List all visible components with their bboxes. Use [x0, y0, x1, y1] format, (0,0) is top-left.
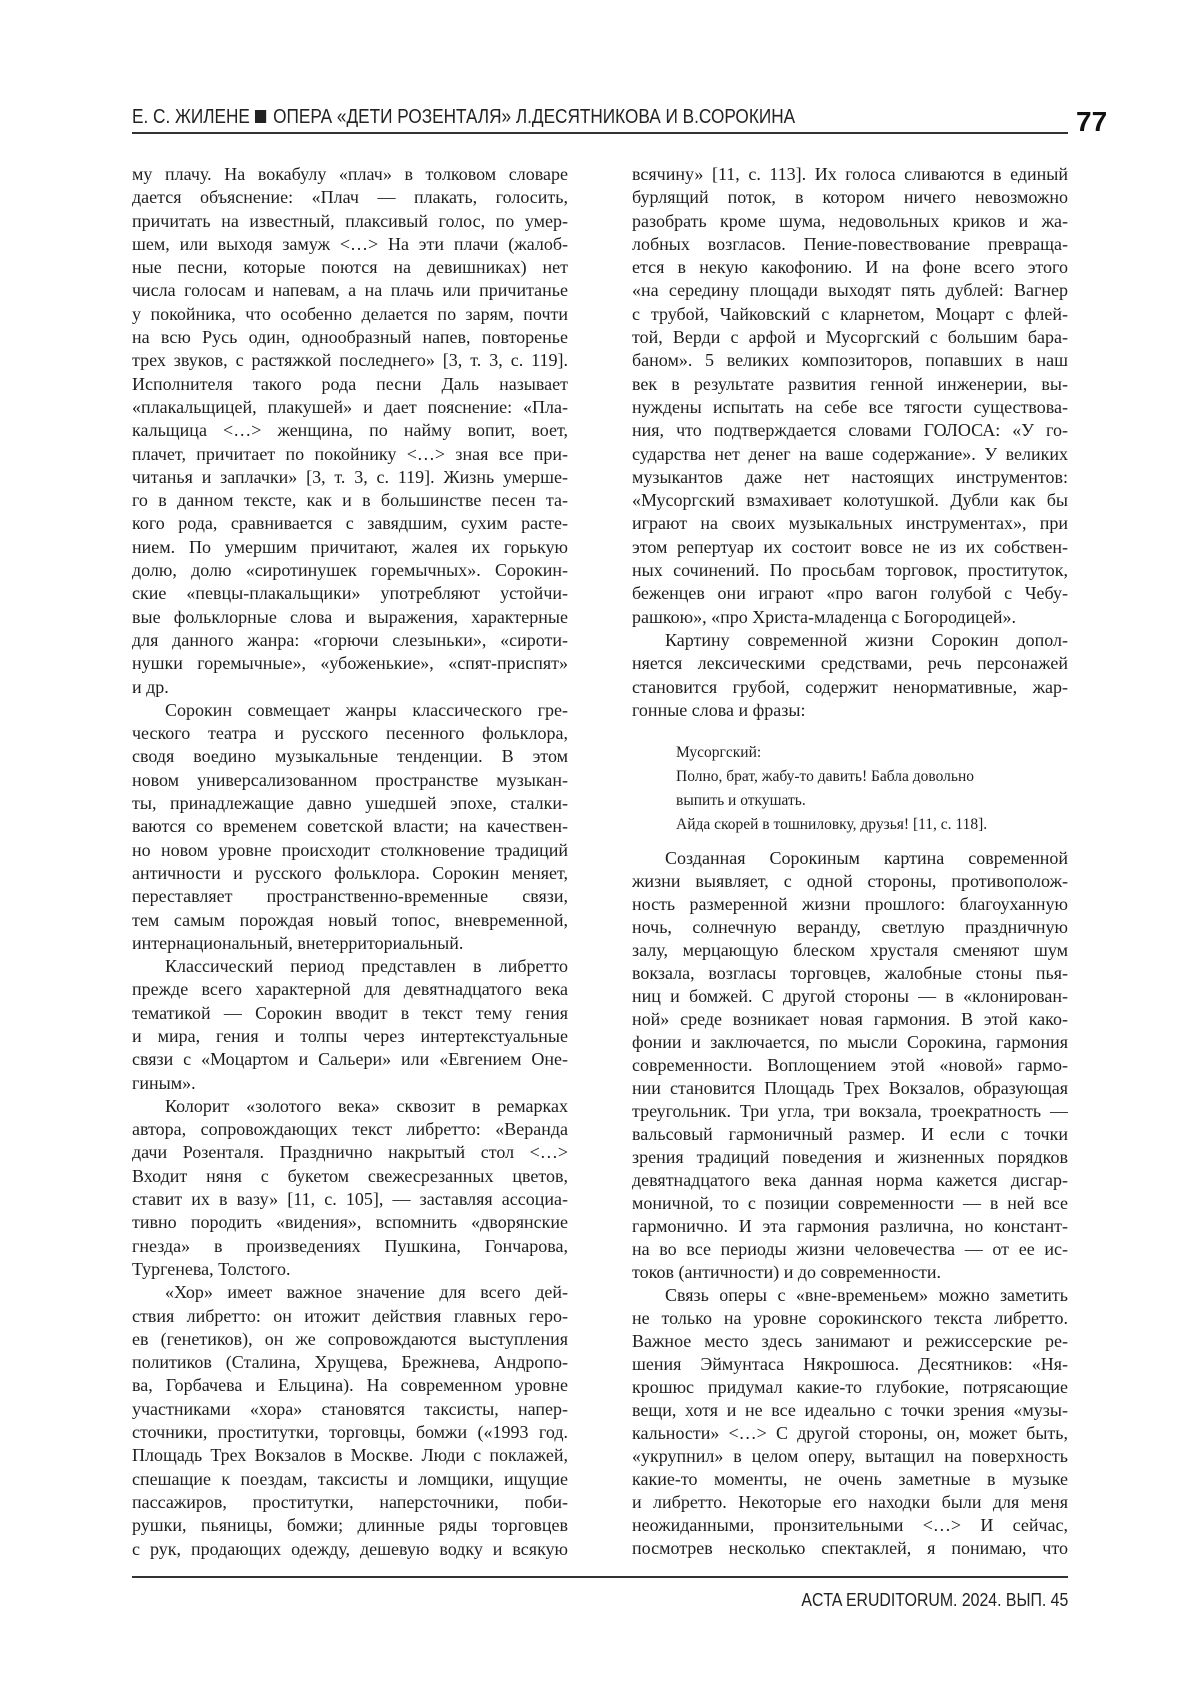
text-line: участниками «хора» становятся таксисты, напер- [132, 1398, 568, 1421]
text-line: кальности» <…> С другой стороны, он, может быть, [632, 1422, 1068, 1445]
text-line: плачет, причитает по покойнику <…> зная все при- [132, 443, 568, 466]
text-line: и либретто. Некоторые его находки были для меня [632, 1491, 1068, 1514]
left-column [132, 163, 568, 1561]
text-line: Площадь Трех Вокзалов в Москве. Люди с поклажей, [132, 1444, 568, 1467]
text-line: «Хор» имеет важное значение для всего дей- [132, 1281, 568, 1304]
text-line: с рук, продающих одежду, дешевую водку и всякую [132, 1538, 568, 1561]
text-line: ночь, солнечную веранду, светлую праздничную [632, 916, 1068, 939]
quote-line: Полно, брат, жабу-то давить! Бабла довольно [676, 765, 1068, 789]
text-line: «Мусоргский взмахивает колотушкой. Дубли как бы [632, 489, 1068, 512]
square-separator-icon [255, 110, 266, 123]
text-line: Важное место здесь занимают и режиссерские ре- [632, 1330, 1068, 1353]
text-line: сточники, проститутки, торговцы, бомжи («1993 год. [132, 1421, 568, 1444]
text-line: нушки горемычные», «убоженькие», «спят-приспят» [132, 652, 568, 675]
text-line: и мира, гения и толпы через интертекстуальные [132, 1025, 568, 1048]
text-line: кальщица <…> женщина, по найму вопит, воет, [132, 419, 568, 442]
text-line: пассажиров, проститутки, наперсточники, поби- [132, 1491, 568, 1514]
quote-line: Айда скорей в тошниловку, друзья! [11, с. 118]. [676, 813, 1068, 837]
text-line: «плакальщицей, плакушей» и дает пояснение: «Пла- [132, 396, 568, 419]
text-line: Колорит «золотого века» сквозит в ремарках [132, 1095, 568, 1118]
right-column [632, 163, 1068, 1560]
paragraph [632, 163, 1068, 629]
text-line: тем самым порождая новый топос, вневременной, [132, 909, 568, 932]
text-line: переставляет пространственно-временные связи, [132, 885, 568, 908]
text-line: для данного жанра: «горючи слезыньки», «сироти- [132, 629, 568, 652]
text-line: ские «певцы-плакальщики» употребляют устойчи- [132, 582, 568, 605]
page-number: 77 [1076, 106, 1107, 138]
header-rule [132, 132, 1068, 134]
text-line: Входит няня с букетом свежесрезанных цветов, [132, 1165, 568, 1188]
text-line: ческого театра и русского песенного фольклора, [132, 722, 568, 745]
text-line: ной» среде возникает новая гармония. В этой како- [632, 1008, 1068, 1031]
text-line: ев (генетиков), он же сопровождаются выступления [132, 1328, 568, 1351]
text-line: ставит их в вазу» [11, с. 105], — заставляя ассоциа- [132, 1188, 568, 1211]
paragraph [632, 1284, 1068, 1560]
text-line: треугольник. Три угла, три вокзала, троекратность — [632, 1100, 1068, 1123]
text-line: античности и русского фольклора. Сорокин меняет, [132, 862, 568, 885]
text-line: и др. [132, 676, 568, 699]
text-line: Классический период представлен в либретто [132, 955, 568, 978]
footer-journal: ACTA ERUDITORUM. 2024. ВЫП. 45 [801, 1590, 1068, 1611]
text-line: моничной, то с позиции современности — в ней все [632, 1192, 1068, 1215]
paragraph [132, 1095, 568, 1281]
text-line: зрения традиций поведения и жизненных порядков [632, 1146, 1068, 1169]
text-line: музыкантов даже нет настоящих инструментов: [632, 466, 1068, 489]
paragraph [132, 955, 568, 1095]
text-line: Исполнителя такого рода песни Даль называет [132, 373, 568, 396]
text-line: му плачу. На вокабулу «плач» в толковом словаре [132, 163, 568, 186]
text-line: автора, сопровождающих текст либретто: «Веранда [132, 1118, 568, 1141]
text-line: Картину современной жизни Сорокин допол- [632, 629, 1068, 652]
text-line: политиков (Сталина, Хрущева, Брежнева, Андропо- [132, 1351, 568, 1374]
text-line: спешащие к поездам, таксисты и ломщики, ищущие [132, 1468, 568, 1491]
paragraph [132, 699, 568, 955]
text-line: с трубой, Чайковский с кларнетом, Моцарт с флей- [632, 303, 1068, 326]
text-line: сводя воедино музыкальные тенденции. В этом [132, 745, 568, 768]
text-line: ность размеренной жизни прошлого: благоуханную [632, 893, 1068, 916]
text-line: Тургенева, Толстого. [132, 1258, 568, 1281]
text-line: кого рода, сравнивается с завядшим, сухим расте- [132, 512, 568, 535]
text-line: ниц и бомжей. С другой стороны — в «клонирован- [632, 985, 1068, 1008]
text-line: шения Эймунтаса Някрошюса. Десятников: «Ня- [632, 1353, 1068, 1376]
text-line: залу, мерцающую блеском хрусталя сменяют шум [632, 939, 1068, 962]
text-line: Созданная Сорокиным картина современной [632, 847, 1068, 870]
text-line: ных сочинений. По просьбам торговок, проституток, [632, 559, 1068, 582]
text-line: нием. По умершим причитают, жалея их горькую [132, 536, 568, 559]
text-line: разобрать кроме шума, недовольных криков и жа- [632, 210, 1068, 233]
text-line: шем, или выходя замуж <…> На эти плачи (жалоб- [132, 233, 568, 256]
text-line: всячину» [11, с. 113]. Их голоса сливаются в единый [632, 163, 1068, 186]
text-line: рушки, пьяницы, бомжи; длинные ряды торговцев [132, 1514, 568, 1537]
text-line: современности. Воплощением этой «новой» гармо- [632, 1054, 1068, 1077]
text-line: на во все периоды жизни человечества — от ее ис- [632, 1238, 1068, 1261]
footer-rule [132, 1576, 1068, 1578]
text-line: ствия либретто: он итожит действия главных геро- [132, 1305, 568, 1328]
header-author: Е. С. ЖИЛЕНЕ [132, 106, 250, 128]
text-line: няется лексическими средствами, речь персонажей [632, 652, 1068, 675]
text-line: вокзала, возгласы торговцев, жалобные стоны пья- [632, 962, 1068, 985]
text-line: Сорокин совмещает жанры классического гре- [132, 699, 568, 722]
text-line: баном». 5 великих композиторов, попавших в наш [632, 349, 1068, 372]
text-line: ные песни, которые поются на девишниках) нет [132, 256, 568, 279]
text-line: сударства нет денег на ваше содержание». У великих [632, 443, 1068, 466]
text-line: неожиданными, пронзительными <…> И сейчас, [632, 1514, 1068, 1537]
text-line: числа голосам и напевам, а на плачь или причитанье [132, 279, 568, 302]
text-line: становится грубой, содержит ненормативные, жар- [632, 676, 1068, 699]
text-line: вальсовый гармоничный размер. И если с точки [632, 1123, 1068, 1146]
text-line: нии становится Площадь Трех Вокзалов, образующая [632, 1077, 1068, 1100]
text-line: ты, принадлежащие давно ушедшей эпохе, сталки- [132, 792, 568, 815]
text-line: читанья и заплачки» [3, т. 3, с. 119]. Жизнь умерше- [132, 466, 568, 489]
text-line: прежде всего характерной для девятнадцатого века [132, 978, 568, 1001]
text-line: тематикой — Сорокин вводит в текст тему гения [132, 1002, 568, 1025]
text-line: причитать на известный, плаксивый голос, по умер- [132, 210, 568, 233]
text-line: играют на своих музыкальных инструментах», при [632, 512, 1068, 535]
text-line: «на середину площади выходят пять дублей: Вагнер [632, 279, 1068, 302]
text-line: беженцев они играют «про вагон голубой с Чебу- [632, 582, 1068, 605]
text-line: гиным». [132, 1072, 568, 1095]
text-line: у покойника, что особенно делается по зарям, почти [132, 303, 568, 326]
text-line: трех звуков, с растяжкой последнего» [3, т. 3, с. 119]. [132, 349, 568, 372]
text-line: этом репертуар их состоит вовсе не из их собствен- [632, 536, 1068, 559]
text-line: крошюс придумал какие-то глубокие, потрясающие [632, 1376, 1068, 1399]
text-line: бурлящий поток, в котором ничего невозможно [632, 186, 1068, 209]
paragraph [132, 1281, 568, 1561]
running-header [132, 106, 795, 129]
text-line: интернациональный, внетерриториальный. [132, 932, 568, 955]
text-line: дается объяснение: «Плач — плакать, голосить, [132, 186, 568, 209]
text-line: ваются со временем советской власти; на качествен- [132, 815, 568, 838]
paragraph [632, 629, 1068, 722]
text-line: какие-то моменты, не очень заметные в музыке [632, 1468, 1068, 1491]
header-title: ОПЕРА «ДЕТИ РОЗЕНТАЛЯ» Л.ДЕСЯТНИКОВА И В.СОРОКИНА [273, 106, 795, 128]
text-line: нуждены испытать на себе все тягости существова- [632, 396, 1068, 419]
text-line: но новом уровне происходит столкновение традиций [132, 839, 568, 862]
text-line: ется в некую какофонию. И на фоне всего этого [632, 256, 1068, 279]
text-line: фонии и заключается, по мысли Сорокина, гармония [632, 1031, 1068, 1054]
text-line: век в результате развития генной инженерии, вы- [632, 373, 1068, 396]
text-line: ния, что подтверждается словами ГОЛОСА: «У го- [632, 419, 1068, 442]
text-line: тивно породить «видения», вспомнить «дворянские [132, 1211, 568, 1234]
text-line: посмотрев несколько спектаклей, я понимаю, что [632, 1537, 1068, 1560]
quote-line: выпить и откушать. [676, 789, 1068, 813]
text-line: го в данном тексте, как и в большинстве песен та- [132, 489, 568, 512]
text-line: связи с «Моцартом и Сальери» или «Евгением Оне- [132, 1048, 568, 1071]
text-line: долю, долю «сиротинушек горемычных». Сорокин- [132, 559, 568, 582]
text-line: новом универсализованном пространстве музыкан- [132, 769, 568, 792]
text-line: лобных возгласов. Пение-повествование превраща- [632, 233, 1068, 256]
text-line: рашкою», «про Христа-младенца с Богородицей». [632, 606, 1068, 629]
text-line: вещи, хотя и не все идеально с точки зрения «музы- [632, 1399, 1068, 1422]
text-line: жизни выявляет, с одной стороны, противополож- [632, 870, 1068, 893]
text-line: Связь оперы с «вне-временьем» можно заметить [632, 1284, 1068, 1307]
paragraph [632, 847, 1068, 1284]
text-line: гармонично. И эта гармония различна, но констант- [632, 1215, 1068, 1238]
text-line: той, Верди с арфой и Мусоргский с большим бара- [632, 326, 1068, 349]
block-quote [676, 741, 1068, 837]
text-line: «укрупнил» в целом оперу, вытащил на поверхность [632, 1445, 1068, 1468]
text-line: вые фольклорные слова и выражения, характерные [132, 606, 568, 629]
text-line: ва, Горбачева и Ельцина). На современном уровне [132, 1374, 568, 1397]
text-line: гонные слова и фразы: [632, 699, 1068, 722]
text-line: токов (античности) и до современности. [632, 1261, 1068, 1284]
text-line: не только на уровне сорокинского текста либретто. [632, 1307, 1068, 1330]
quote-speaker: Мусоргский: [676, 741, 1068, 765]
text-line: дачи Розенталя. Празднично накрытый стол <…> [132, 1141, 568, 1164]
paragraph [132, 163, 568, 699]
text-line: гнезда» в произведениях Пушкина, Гончарова, [132, 1235, 568, 1258]
text-line: на всю Русь один, однообразный напев, повторенье [132, 326, 568, 349]
text-line: девятнадцатого века данная норма кажется дисгар- [632, 1169, 1068, 1192]
